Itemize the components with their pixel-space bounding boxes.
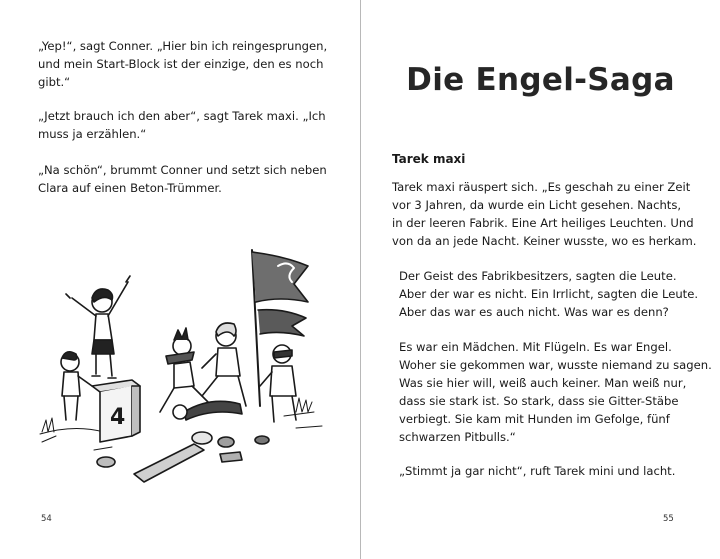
- paragraph: [38, 107, 326, 143]
- chapter-title: Die Engel-Saga: [406, 62, 675, 98]
- paragraph: [399, 462, 675, 480]
- paragraph: [392, 178, 696, 250]
- text-line: „Na schön“, brummt Conner und setzt sich neben: [38, 163, 327, 177]
- text-line: in der leeren Fabrik. Eine Art heiliges Leuchten. Und: [392, 216, 694, 230]
- text-line: vor 3 Jahren, da wurde ein Licht gesehen. Nachts,: [392, 198, 682, 212]
- text-line: Der Geist des Fabrikbesitzers, sagten die Leute.: [399, 269, 677, 283]
- text-line: verbiegt. Sie kam mit Hunden im Gefolge, fünf: [399, 412, 670, 426]
- text-line: Woher sie gekommen war, wusste niemand zu sagen.: [399, 358, 712, 372]
- paragraph: [399, 338, 712, 446]
- text-line: schwarzen Pitbulls.“: [399, 430, 516, 444]
- right-page: [361, 0, 720, 559]
- text-line: Aber das war es auch nicht. Was war es denn?: [399, 305, 669, 319]
- paragraph: [399, 267, 698, 321]
- text-line: „Jetzt brauch ich den aber“, sagt Tarek maxi. „Ich: [38, 109, 326, 123]
- text-line: Clara auf einen Beton-Trümmer.: [38, 181, 222, 195]
- page-number-right: 55: [663, 514, 674, 524]
- paragraph: [38, 161, 327, 197]
- text-line: Tarek maxi räuspert sich. „Es geschah zu einer Zeit: [392, 180, 691, 194]
- block-number: 4: [110, 405, 126, 430]
- text-line: gibt.“: [38, 75, 71, 89]
- text-line: und mein Start-Block ist der einzige, den es noch: [38, 57, 324, 71]
- text-line: dass sie stark ist. So stark, dass sie Gitter-Stäbe: [399, 394, 679, 408]
- text-line: Was sie hier will, weiß auch keiner. Man weiß nur,: [399, 376, 687, 390]
- page-number-left: 54: [41, 514, 52, 524]
- text-line: muss ja erzählen.“: [38, 127, 147, 141]
- text-line: von da an jede Nacht. Keiner wusste, wo es herkam.: [392, 234, 697, 248]
- text-line: Es war ein Mädchen. Mit Flügeln. Es war Engel.: [399, 340, 672, 354]
- text-line: „Yep!“, sagt Conner. „Hier bin ich reingesprungen,: [38, 39, 328, 53]
- paragraph: [38, 37, 327, 91]
- section-heading: Tarek maxi: [392, 152, 466, 166]
- text-line: „Stimmt ja gar nicht“, ruft Tarek mini und lacht.: [399, 464, 676, 478]
- ruins-illustration: [34, 236, 334, 486]
- text-line: Aber der war es nicht. Ein Irrlicht, sagten die Leute.: [399, 287, 699, 301]
